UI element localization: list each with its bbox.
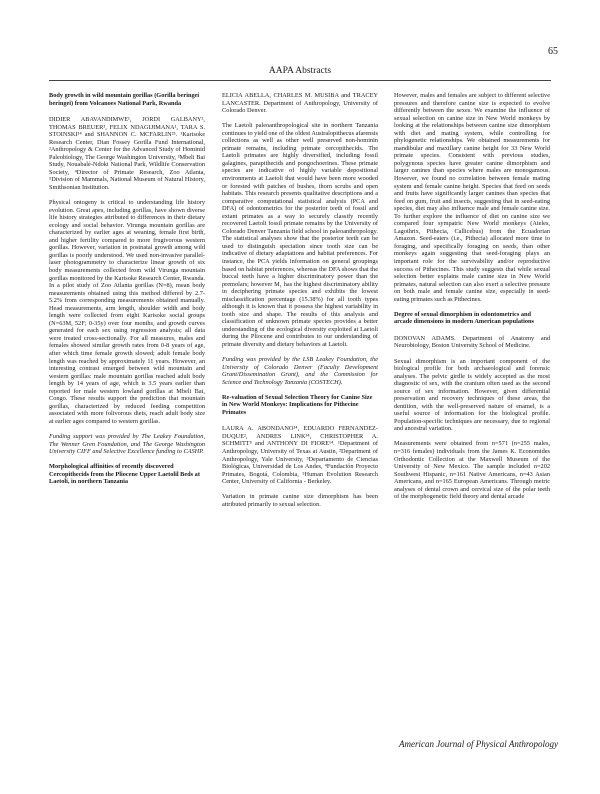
column-left <box>49 92 205 495</box>
abstract-body-gorilla-growth: Physical ontogeny is critical to understanding life history evolution. Great apes, including gorillas, have shown diverse life history strategies attributed to differences in their dietary ecology and social behavior. Virunga mountain gorillas are characterized by earlier ages at weaning, female first birth, and higher fertility compared to more frugivorous western gorillas. However, variation in postnatal growth among wild gorillas is poorly understood. We used non-invasive parallel-laser photogrammetry to characterize linear growth of six body measurements collected from wild Virunga mountain gorillas monitored by the Karisoke Research Center, Rwanda. In a pilot study of Zoo Atlanta gorillas (N=8), mean body measurements obtained using this method differed by 2.7-5.2% from corresponding measurements obtained manually. Head measurements, arm length, shoulder width and body length were collected from eight Karisoke social groups (N=63M, 52F; 0-35y) over four months, and growth curves generated for each sex using regression analysis; all data were treated cross-sectionally. For all measures, males and females showed similar growth rates from 0-8 years of age, after which time female growth slowed; adult female body length was reached by approximately 11 years. However, an interesting contrast emerged between wild mountain and western gorillas: male mountain gorillas reached adult body length by 14 years of age, which is 3.5 years earlier than reported for male western lowland gorillas at Mbeli Bai, Congo. These results support the prediction that mountain gorillas, characterized by reduced feeding competition associated with more folivorous diets, reach adult body size at earlier ages compared to western gorillas. <box>49 199 205 425</box>
journal-footer: American Journal of Physical Anthropology <box>399 739 558 749</box>
abstract-authors-canine-size: LAURA A. ABONDANO¹⁴, EDUARDO FERNANDEZ-DUQUE², ANDRES LINK³⁴, CHRISTOPHER A. SCHMITT⁵ and ANTHONY DI FIORE¹⁴. ¹Department of Anthropology, University of Texas at Austin, ²Department of Anthropology, Yale University, ³Departamento de Ciencias Biológicas, Universidad de Los Andes, ⁴Fundación Proyecto Primates, Bogotá, Colombia, ⁵Human Evolution Research Center, University of California - Berkeley. <box>222 425 378 486</box>
header-rule <box>49 80 551 81</box>
abstract-title-gorilla-growth: Body growth in wild mountain gorillas (Gorilla beringei beringei) from Volcanoes National Park, Rwanda <box>49 92 200 107</box>
abstract-body-laetoli: The Laetoli paleoanthropological site in northern Tanzania continues to yield one of the oldest Australopithecus afarensis collections as well as other well preserved non-hominin primate remains, including primate cercopithecids. The Laetoli primates are highly diversified, including fossil galagines, parapithecids and pongochoerines. These primate species are indicative of highly variable depositional environments at Laetoli that would have been more wooded or forested with patches of bushes, thorn scrubs and open habitats. This research presents qualitative descriptions and a comparative computational statistical analysis (PCA and DFA) of odontometrics for the posterior teeth of fossil and extant primates as a way to securely classify recently recovered Laetoli fossil primate remains by the University of Colorado Denver Tanzania field school in paleoanthropology. The statistical analyses show that the posterior teeth can be used to distinguish speciation since tooth size can be indicative of dietary adaptations and habitat preferences. For instance, the PCA yields information on general groupings based on habitat preferences, whereas the DFA shows that the buccal teeth have a higher discriminatory power than the premolars; however M₁ has the highest discriminatory ability in deciphering primate species and exhibits the lowest misclassification percentage (15.38%) for all tooth types although it is known that it possess the highest variability in tooth size and shape. The results of this analysis and classification of unknown primate species provides a better understanding of the ecological diversity exploited at Laetoli during the Pliocene and contributes to our understanding of primate diversity and dietary behaviors at Laetoli. <box>222 122 378 348</box>
running-head: AAPA Abstracts <box>268 66 332 76</box>
abstract-authors-gorilla-growth: DIDIER ABAVANDIMWE¹, JORDI GALBANY², THOMAS BREUER³, FELIX NDAGIJIMANA¹, TARA S. STOINSKI¹⁴ and SHANNON C. MCFARLIN²⁵. ¹Karisoke Research Center, Dian Fossey Gorilla Fund International, ²Anthropology & Center for the Advanced Study of Hominid Paleobiology, The George Washington University, ³Mbeli Bai Study, Nouabalé-Ndoki National Park, Wildlife Conservation Society, ⁴Director of Primate Research, Zoo Atlanta, ⁵Division of Mammals, National Museum of Natural History, Smithsonian Institution. <box>49 116 205 192</box>
abstract-funding-laetoli: Funding was provided by the LSB Leakey Foundation, the University of Colorado Denver (Faculty Development Grant/Dissemination Grant), and the Commission for Science and Technology Tanzania (COSTECH). <box>222 356 378 386</box>
page-number: 65 <box>548 46 558 57</box>
abstract-body-canine-size-start: Variation in primate canine size dimorphism has been attributed primarily to sexual selection. <box>222 493 378 508</box>
abstract-title-canine-size: Re-valuation of Sexual Selection Theory for Canine Size in New World Monkeys: Implications for Pithecine Primates <box>222 393 373 416</box>
abstract-funding-gorilla-growth: Funding support was provided by The Leakey Foundation, The Wenner Gren Foundation, and The George Washington University CIFF and Selective Excellence funding to CASHP. <box>49 432 205 456</box>
abstract-body-sexual-dimorphism-1: Sexual dimorphism is an important component of the biological profile for both archaeological and forensic analyses. The pelvic girdle is widely accepted as the most diagnostic of sex, with the cranium often used as the second source of sex information. However, given differential preservation and recovery techniques of these areas, the dentition, with the well-preserved nature of enamel, is a useful source of information for the biological profile. Population-specific techniques are necessary, due to regional and ancestral variation. <box>394 357 550 433</box>
column-right <box>394 92 550 508</box>
abstract-authors-sexual-dimorphism: DONOVAN ADAMS. Department of Anatomy and Neurobiology, Boston University School of Medicine. <box>394 334 550 350</box>
column-middle <box>222 92 378 516</box>
abstract-title-laetoli-cercopithecids: Morphological affinities of recently discovered Cercopithecids from the Pliocene Upper Laetolil Beds at Laetoli, in northern Tanzania <box>49 463 200 486</box>
abstract-body-sexual-dimorphism-2: Measurements were obtained from n=571 (n=255 males, n=316 females) individuals from the James K. Economides Orthodontic Collection at the Maxwell Museum of the University of New Mexico. The sample included n=202 Southwest Hispanic, n=161 Native Americans, n=43 Asian Americans, and n=165 European Americans. Through metric analyses of dental crown and cervical size of the polar teeth of the morphogenetic field theory and dental arcade <box>394 440 550 501</box>
abstract-body-canine-size-cont: However, males and females are subject to different selective pressures and therefore canine size is expected to evolve differently between the sexes. We examine the influence of sexual selection on canine size in New World monkeys by looking at the relationships between canine size dimorphism with diet and mating system, while controlling for phylogenetic relationships. We obtained measurements for mandibular and maxillary canine height for 33 New World primate species. Consistent with previous studies, polygynous species have greater canine dimorphism and larger canines than species where males are monogamous. However, we found no correlation between female mating system and female canine height. Species that feed on seeds and fruits have significantly larger canines than species that feed on gum, fruit and insects, suggesting that in seed-eating species, diet may also influence male and female canine size. To further explore the influence of diet on canine size we compared four sympatric New World monkeys (Ateles, Lagothrix, Pithecia, Callicebus) from the Ecuadorian Amazon. Seed-eaters (i.e., Pithecia) allocated more time to foraging, and specifically foraging on seeds, than other monkeys again suggesting that seed-foraging plays an important role for the survivability and/or reproductive success of Pithecines. This study suggests that while sexual selection better explains male canine size in New World primates, natural selection can also exert a selective pressure on both male and female canine size, especially in seed-eating primates such as Pithecines. <box>394 92 550 303</box>
abstract-authors-laetoli: ELICIA ABELLA, CHARLES M. MUSIBA and TRACEY LANCASTER. Department of Anthropology, University of Colorado Denver. <box>222 92 378 115</box>
abstract-title-sexual-dimorphism: Degree of sexual dimorphism in odontometrics and arcade dimensions in modern American populations <box>394 310 535 326</box>
